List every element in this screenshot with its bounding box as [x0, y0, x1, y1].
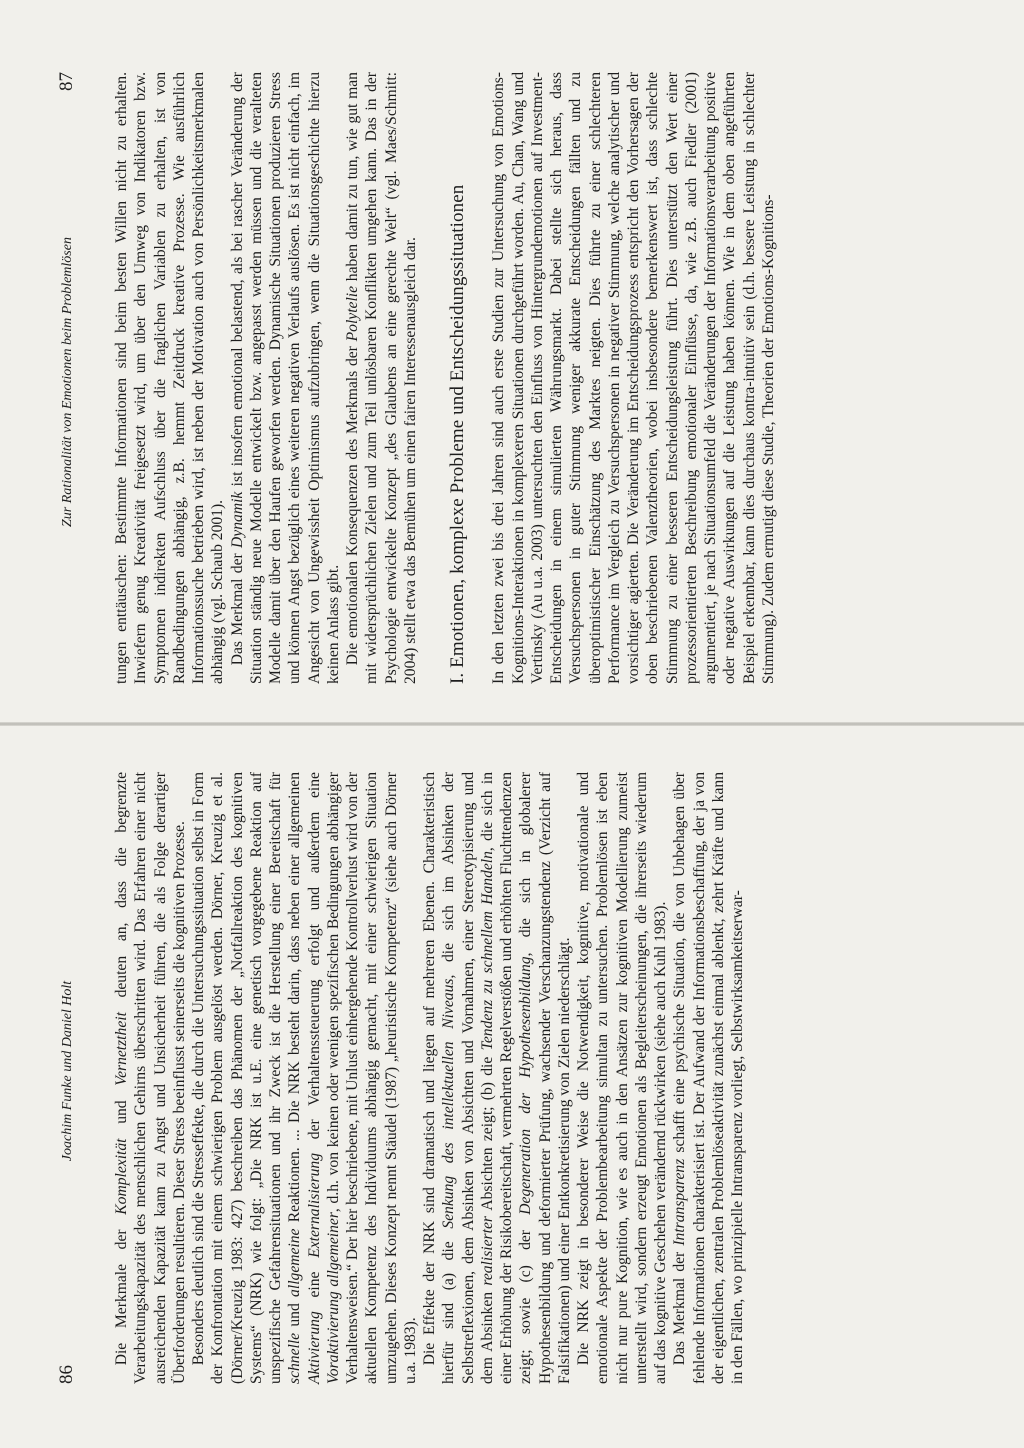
- italic-term: Polytelie: [344, 285, 361, 342]
- text-run: In den letzten zwei bis drei Jahren sind auch erste Studien zur Untersuchung von Emotions-Kognitions-Interaktionen in komplexeren Situationen durchgeführt worden. Au, Chan, Wang und Vertinsky (Au u.a. 2003) untersuchten den Einfluss von Hintergrundemotionen auf Investment-Entscheidungen in einem simulierten Währungsmarkt. Dabei stellte sich heraus, dass Versuchspersonen in guter Stimmung weniger akkurate Entscheidungen fällten und zu überoptimistischer Einschätzung des Marktes neigten. Dies führte zu einer schlechteren Performance im Vergleich zu Versuchspersonen in negativer Stimmung, welche analytischer und vorsichtiger agierten. Die Veränderung im Entscheidungsprozess entspricht den Vorhersagen der oben beschriebenen Valenztheorien, wobei insbesondere bemerkenswert ist, dass schlechte Stimmung zu einer besseren Entscheidungsleistung führt. Dies unterstützt den Wert einer prozessorientierten Beschreibung emotionaler Einflüsse, da, wie z.B. auch Fiedler (2001) argumentiert, je nach Situationsumfeld die Veränderungen der Informationsverarbeitung positive oder negative Auswirkungen auf die Leistung haben können. Wie in dem oben angeführten Beispiel erkennbar, kann dies durchaus kontra-intuitiv sein (d.h. bessere Leistung in schlechter Stimmung). Zudem ermutigt diese Studie, Theorien der Emotions-Kognitions-: [490, 72, 777, 684]
- text-run: Das Merkmal der: [228, 547, 246, 666]
- italic-term: allgemeine: [286, 1228, 304, 1297]
- text-run: Die emotionalen Konsequenzen des Merkmals der: [344, 341, 361, 666]
- text-run: Die NRK zeigt in besonderer Weise die Notwendigkeit, kognitive, motivationale und emotionale Aspekte der Problembearbeitung simultan zu untersuchen. Problemlösen ist eben nicht nur pure Kognition, wie es auch in den Ansätzen zur kognitiven Modellierung zumeist unterstellt wird, sondern erzeugt Emotionen als Begleiterscheinungen, die ihrerseits wiederum auf das kognitive Geschehen verändernd rückwirken (siehe auch Kuhl 1983).: [575, 772, 669, 1384]
- paragraph: [574, 772, 670, 1384]
- text-run: und: [113, 1085, 130, 1139]
- italic-term: schnelle: [286, 1332, 304, 1384]
- text-run: , die sich im Absinken der Selbstreflexionen, dem Absinken von Absichten und Vornahmen, einer Stereotypisierung und dem Absinken: [440, 771, 496, 1384]
- running-head-right: Zur Rationalität von Emotionen beim Problemlösen: [60, 237, 75, 527]
- paragraph: [420, 772, 574, 1384]
- page-left: [0, 724, 1024, 1448]
- italic-term: Senkung des intellektuellen Niveaus: [440, 978, 458, 1229]
- text-run: Die Merkmale der: [113, 1214, 130, 1366]
- text-run: eine: [305, 1257, 323, 1312]
- paragraph: [112, 72, 228, 684]
- italic-term: Vernetztheit: [113, 1012, 130, 1086]
- paragraph: [670, 772, 747, 1384]
- body-text-right: [112, 72, 778, 684]
- paragraph: [189, 772, 420, 1384]
- italic-term: Externalisierung: [305, 1152, 323, 1258]
- running-head-left: Joachim Funke und Daniel Holt: [60, 980, 75, 1162]
- body-text-left: [112, 772, 747, 1384]
- italic-term: Voraktivierung allgemeiner: [324, 1212, 342, 1384]
- text-run: , die sich in einer Erhöhung der Risikobereitschaft, vermehrten Regelverstößen und erhöhten Fluchttendenzen zeigt; sowie (c) der: [478, 772, 535, 1384]
- italic-term: Dynamik: [228, 491, 246, 548]
- italic-term: Intransparenz: [671, 1158, 689, 1246]
- paragraph: [228, 72, 344, 684]
- text-run: , d.h. von keinen oder wenigen spezifischen Bedingungen abhängiger Verhaltensweisen.“ Der hier beschriebene, mit Unlust einhergehende Kontrollverlust wird von der aktuellen Kompetenz des Individuums abhängig gemacht, mit einer schwierigen Situation umzugehen. Dieses Konzept nennt Stäudel (1987) „heuristische Kompetenz“ (siehe auch Dörner u.a. 1983).: [324, 771, 419, 1384]
- italic-term: Aktivierung: [305, 1311, 323, 1384]
- text-run: , die sich in globalerer Hypothesenbildung und deformierter Prüfung, wachsender Verschanzungstendenz (Verzicht auf Falsifikationen) und einer Entkonkretisierung von Zielen niederschlägt.: [517, 772, 573, 1384]
- page-number-right: 87: [56, 72, 77, 91]
- italic-term: Degeneration der Hypothesenbildung: [517, 956, 535, 1215]
- text-run: und: [286, 1296, 304, 1333]
- section-heading: I. Emotionen, komplexe Probleme und Entscheidungssituationen: [447, 184, 468, 684]
- paragraph: [489, 72, 778, 684]
- italic-term: realisierter: [478, 1216, 496, 1286]
- right-paragraphs: [112, 72, 420, 684]
- text-run: schafft eine psychische Situation, die von Unbehagen über fehlende Informationen charakterisiert ist. Der Aufwand der Informationsbeschaffung, der ja von der eigentlichen, zentralen Problemlöseaktivität zunächst einmal ablenkt, zehrt Kräfte und kann in den Fällen, wo prinzipielle Intransparenz vorliegt, Selbstwirksamkeitserwar-: [671, 772, 746, 1384]
- text-run: haben damit zu tun, wie gut man mit widersprüchlichen Zielen und zum Teil unlösbaren Konflikten umgehen kann. Das in der Psychologie entwickelte Konzept „des Glaubens an eine gerechte Welt“ (vgl. Maes/Schmitt: 2004) stellt etwa das Bemühen um einen fairen Interessenausgleich dar.: [344, 72, 419, 684]
- text-run: ist insofern emotional belastend, als bei rascher Veränderung der Situation ständig neue Modelle entwickelt bzw. angepasst werden müssen und die veralteten Modelle damit über den Haufen geworfen werden. Dynamische Situationen produzieren Stress und können Angst bezüglich eines weiteren negativen Verlaufs auslösen. Es ist nicht einfach, im Angesicht von Ungewissheit Optimismus aufzubringen, wenn die Situationsgeschichte hierzu keinen Anlass gibt.: [228, 72, 342, 684]
- text-run: Das Merkmal der: [671, 1245, 689, 1366]
- text-run: tungen enttäuschen: Bestimmte Informationen sind beim besten Willen nicht zu erhalten. Inwiefern genug Kreativität freigesetzt wird, um über den Umweg von Indikatoren bzw. Symptomen indirekten Aufschluss über die fraglichen Variablen zu erhalten, ist von Randbedingungen abhängig, z.B. hemmt Zeitdruck kreative Prozesse. Wie ausführlich Informationssuche betrieben wird, ist neben der Motivation auch von Persönlichkeitsmerkmalen abhängig (vgl. Schaub 2001).: [113, 72, 227, 684]
- text-run: Die Effekte der NRK sind dramatisch und liegen auf mehreren Ebenen. Charakteristisch hierfür sind (a) die: [421, 772, 458, 1384]
- text-run: Reaktionen. ... Die NRK besteht darin, dass neben einer allgemeinen: [286, 772, 304, 1229]
- page-number-left: 86: [56, 1365, 77, 1384]
- text-run: der Verhaltenssteuerung erfolgt und außerdem eine: [305, 772, 323, 1153]
- paragraph: [112, 772, 189, 1384]
- paragraph: [343, 72, 420, 684]
- text-run: Besonders deutlich sind die Stresseffekte, die durch die Untersuchungssituation selbst in Form der Konfrontation mit einem schwierigen Problem ausgelöst werden. Dörner, Kreuzig et al. (Dörner/Kreuzig 1983: 427) beschreiben das Phänomen der „Notfallreaktion des kognitiven Systems“ (NRK) wie folgt: „Die NRK ist u.E. eine genetisch vorgegebene Reaktion auf unspezifische Gefahrensituationen und ihr Zweck ist die Herstellung einer Bereitschaft für: [190, 772, 284, 1384]
- italic-term: Komplexität: [113, 1138, 130, 1215]
- text-run: Absichten zeigt; (b) die: [478, 1050, 496, 1217]
- text-run: deuten an, dass die begrenzte Verarbeitungskapazität des menschlichen Gehirns überschritten wird. Das Erfahren einer nicht ausreichenden Kapazität kann zu Angst und Unsicherheit führen, die als Folge derartiger Überforderungen resultieren. Dieser Stress beeinflusst seinerseits die kognitiven Prozesse.: [113, 771, 188, 1384]
- section-paragraphs: [489, 72, 778, 684]
- italic-term: Tendenz zu schnellem Handeln: [478, 851, 496, 1051]
